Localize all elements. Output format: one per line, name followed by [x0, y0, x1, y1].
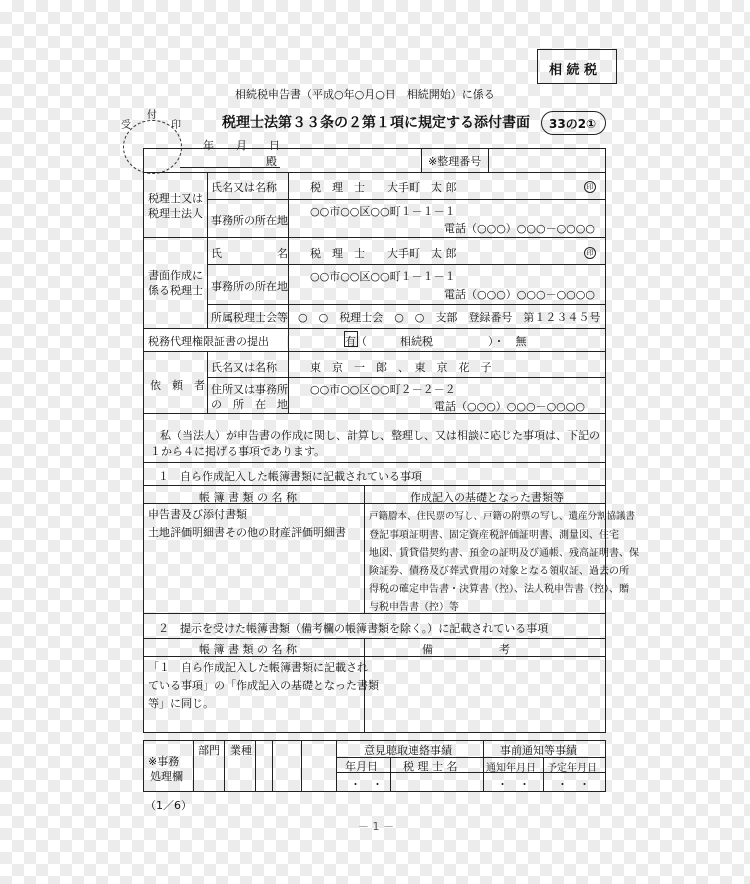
statement-line-1: 私（当法人）が申告書の作成に関し、計算し、整理し、又は相談に応じた事項は、下記の — [160, 429, 600, 442]
item1-right-line-3: 地図、賃貸借契約書、預金の証明及び通帳、残高証明書、保 — [369, 548, 639, 559]
office-plan-dots: ・ ・ — [557, 778, 590, 791]
item1-col-left-header: 帳 簿 書 類 の 名 称 — [199, 491, 297, 504]
item1-right-line-6: 与税申告書（控）等 — [369, 602, 459, 613]
receipt-char-mid: 付 — [147, 110, 157, 121]
item2-col-left-header: 帳 簿 書 類 の 名 称 — [199, 643, 297, 656]
office-hearing-name: 税 理 士 名 — [403, 760, 458, 773]
office-dept-label: 部門 — [198, 744, 220, 757]
addressee-suffix: 殿 — [266, 155, 277, 168]
section-a-phone: 電話（○○○）○○○－○○○○ — [444, 222, 595, 235]
section-b-association-label: 所属税理士会等 — [211, 311, 288, 324]
office-notice-label: 事前通知等事績 — [500, 744, 577, 757]
item2-col-right-header: 備 考 — [422, 643, 510, 656]
section-b-name-label: 氏 名 — [211, 247, 288, 260]
office-notice-plan: 予定年月日 — [547, 763, 597, 774]
section-b-label: 書面作成に係る税理士 — [148, 269, 203, 297]
client-label: 依 頼 者 — [150, 379, 205, 392]
section-b-office-value: ○○市○○区○○町１－１－１ — [310, 270, 456, 283]
item2-heading: ２ 提示を受けた帳簿書類（備考欄の帳簿書類を除く。）に記載されている事項 — [158, 622, 549, 635]
office-notice-dots: ・ ・ — [497, 778, 530, 791]
section-b-seal-icon: 印 — [584, 247, 596, 259]
office-use-label-2: 処理欄 — [150, 770, 183, 783]
section-b-phone: 電話（○○○）○○○－○○○○ — [444, 288, 595, 301]
office-notice-date: 通知年月日 — [486, 763, 536, 774]
client-phone: 電話（○○○）○○○－○○○○ — [434, 400, 585, 413]
client-address-label-2: の 所 在 地 — [211, 398, 288, 411]
item2-left-line-1: 「１ 自ら作成記入した帳簿書類に記載され — [148, 661, 368, 674]
section-a-label: 税理士又は税理士法人 — [148, 192, 203, 220]
item1-heading: １ 自ら作成記入した帳簿書類に記載されている事項 — [158, 470, 422, 483]
item1-col-right-header: 作成記入の基礎となった書類等 — [410, 491, 564, 504]
section-a-name-value: 税 理 士 大手町 太 郎 — [310, 181, 457, 194]
proxy-label: 税務代理権限証書の提出 — [148, 335, 269, 348]
item1-right-line-1: 戸籍謄本、住民票の写し、戸籍の附票の写し、遺産分割協議書 — [369, 511, 636, 522]
page-number: － 1 － — [358, 820, 394, 833]
item1-right-line-2: 登記事項証明書、固定資産税評価証明書、測量図、住宅 — [369, 530, 619, 541]
office-hearing-label: 意見聴取連絡事績 — [364, 744, 452, 757]
tax-type-label: 相 続 税 — [549, 63, 598, 78]
page-count: （1／6） — [145, 799, 192, 812]
client-address-label-1: 住所又は事務所 — [211, 383, 288, 396]
form-badge-label: 33の2① — [549, 117, 597, 131]
section-a-office-label: 事務所の所在地 — [211, 214, 288, 227]
form-subtitle: 相続税申告書（平成○年○月○日 相続開始）に係る — [235, 88, 495, 101]
office-type-label: 業種 — [230, 744, 252, 757]
proxy-value: 有（ 相続税 ）・ 無 — [345, 335, 527, 348]
item2-left-line-2: ている事項」の「作成記入の基礎となった書類 — [148, 679, 379, 692]
item2-left-line-3: 等」に同じ。 — [148, 697, 214, 710]
office-use-label-1: ※事務 — [148, 755, 180, 768]
item1-right-line-4: 険証券、債務及び葬式費用の対象となる領収証、過去の所 — [369, 566, 629, 577]
form-title: 税理士法第３３条の２第１項に規定する添付書面 — [222, 115, 530, 131]
date-line: 年 月 日 — [203, 139, 280, 152]
item1-left-row-2: 土地評価明細書その他の財産評価明細書 — [148, 526, 346, 539]
section-b-name-value: 税 理 士 大手町 太 郎 — [310, 247, 457, 260]
client-address-value: ○○市○○区○○町２－２－２ — [310, 383, 456, 396]
statement-line-2: １から４に掲げる事項であります。 — [150, 445, 326, 458]
section-a-name-label: 氏名又は名称 — [211, 181, 277, 194]
receipt-char-right: 印 — [171, 120, 181, 131]
section-a-seal-icon: 印 — [584, 181, 596, 193]
section-b-association-value: ○ ○ 税理士会 ○ ○ 支部 登録番号 第１２３４５号 — [298, 311, 601, 324]
office-hearing-dots: ・ ・ — [350, 778, 383, 791]
section-b-office-label: 事務所の所在地 — [211, 280, 288, 293]
item1-left-row-1: 申告書及び添付書類 — [148, 508, 247, 521]
registration-number-label: ※整理番号 — [428, 155, 482, 168]
office-hearing-date: 年月日 — [345, 760, 378, 773]
receipt-char-left: 受 — [121, 120, 131, 131]
client-name-label: 氏名又は名称 — [211, 361, 277, 374]
client-name-value: 東 京 一 郎 、 東 京 花 子 — [310, 361, 492, 374]
section-a-office-value: ○○市○○区○○町１－１－１ — [310, 205, 456, 218]
item1-right-line-5: 得税の確定申告書・決算書（控）、法人税申告書（控）、贈 — [369, 584, 629, 595]
